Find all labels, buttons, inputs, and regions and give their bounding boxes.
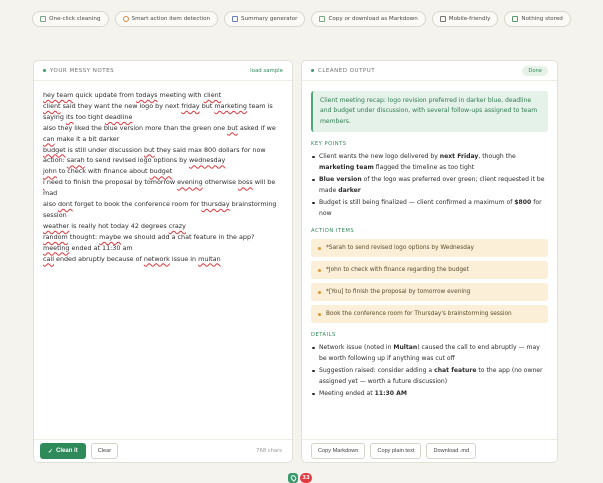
text-segment: forget to book the conference room for xyxy=(72,200,202,209)
text-segment: brainstorming xyxy=(229,200,277,209)
copy-plain-text-button[interactable]: Copy plain text xyxy=(370,443,421,459)
sparkle-icon xyxy=(40,16,46,22)
notes-textarea[interactable] xyxy=(34,81,292,265)
misspelled-word: john xyxy=(43,167,57,176)
text-segment: also they liked the blue version more than the green one xyxy=(43,123,228,132)
text-segment: action: xyxy=(43,156,67,165)
misspelled-word: meeting xyxy=(43,243,70,252)
feature-pill-label: Copy or download as Markdown xyxy=(328,16,418,22)
feature-pill-label: Smart action item detection xyxy=(131,16,211,22)
text-segment: ) caused the call to end abruptly — may be worth following up if anything was cut off xyxy=(319,344,540,363)
note-line xyxy=(43,199,284,210)
note-line xyxy=(43,177,284,188)
notes-panel xyxy=(33,60,310,481)
text-segment: said they want the new logo by next xyxy=(60,101,182,110)
notes-panel-title xyxy=(43,68,114,74)
action-item-text: *John to check with finance regarding the budget xyxy=(326,267,469,274)
feature-pill-label: Nothing stored xyxy=(521,16,563,22)
text-segment: session xyxy=(43,210,67,219)
bullet-dot-icon xyxy=(318,269,321,272)
text-segment: otherwise xyxy=(202,178,239,187)
note-line xyxy=(43,112,284,123)
text-segment: but xyxy=(199,101,215,110)
target-icon xyxy=(123,16,129,22)
bullet-dot-icon xyxy=(318,291,321,294)
text-segment: mad xyxy=(43,189,58,198)
note-line xyxy=(43,101,284,112)
misspelled-word: evening xyxy=(177,178,203,187)
bullet-dot-icon xyxy=(318,247,321,250)
misspelled-word: client xyxy=(203,91,222,99)
summary-box: Client meeting recap: logo revision preferred in darker blue, deadline and budget under discussion, with several follow-ups assigned to team members. xyxy=(311,91,548,132)
misspelled-word: dont xyxy=(57,200,73,209)
action-item-text: *[You] to finish the proposal by tomorrow evening xyxy=(326,289,471,296)
text-segment: ended abruptly because of xyxy=(53,254,144,263)
feature-pill xyxy=(432,11,499,27)
misspelled-word: budget xyxy=(43,145,66,154)
action-item xyxy=(311,239,548,257)
misspelled-word: but xyxy=(227,123,238,132)
text-segment: Budget is still being finalized — client confirmed a maximum of xyxy=(319,199,515,207)
text-segment: is really hot today 42 degrees xyxy=(69,221,169,230)
feature-pill xyxy=(115,11,219,27)
misspelled-word: call xyxy=(43,254,54,263)
check-icon xyxy=(319,16,325,22)
misspelled-word: crazy xyxy=(168,221,186,230)
detail-item xyxy=(311,342,548,364)
output-body xyxy=(302,81,557,399)
char-count: 768 chars xyxy=(256,448,282,454)
misspelled-word: hey team xyxy=(43,91,74,99)
text-segment: for now xyxy=(319,199,542,218)
misspelled-word: weather xyxy=(43,221,70,230)
text-segment: Suggestion raised: consider adding a xyxy=(319,367,435,375)
text-segment: need to finish the proposal by tomorrow xyxy=(44,178,178,187)
text-segment: we should add a chat feature in the app? xyxy=(121,232,255,241)
text-segment: they said max 800 dollars for now xyxy=(154,145,266,154)
action-item xyxy=(311,305,548,323)
detail-item xyxy=(311,388,548,399)
misspelled-word: its xyxy=(65,112,74,121)
action-items-list xyxy=(311,239,548,323)
text-segment: make it a bit darker xyxy=(54,134,120,143)
text-segment: Meeting ended at xyxy=(319,390,375,398)
action-item-text: *Sarah to send revised logo options by Wednesday xyxy=(326,245,474,252)
text-segment: also xyxy=(43,200,58,209)
misspelled-word: but xyxy=(143,145,155,154)
text-segment: of the logo was preferred over green; client requested it be made xyxy=(319,176,545,195)
status-dot-icon xyxy=(43,69,46,72)
text-segment: Network issue (noted in xyxy=(319,344,394,352)
clear-button[interactable]: Clear xyxy=(91,443,118,459)
text-segment: thought: xyxy=(67,232,100,241)
text-segment: saying xyxy=(43,112,66,121)
text-segment: to the app (no owner assigned yet — worth a future discussion) xyxy=(319,367,543,386)
key-point-item xyxy=(311,151,548,173)
text-segment: Blue version xyxy=(319,176,362,184)
text-segment: to check with finance about xyxy=(56,167,150,176)
notes-panel-header xyxy=(34,61,292,81)
grammar-extension-icon[interactable] xyxy=(288,473,298,483)
text-segment: too tight xyxy=(73,112,105,121)
feature-pill-label: Mobile-friendly xyxy=(448,16,491,22)
misspelled-word: multan xyxy=(198,254,221,263)
note-line xyxy=(43,243,284,254)
misspelled-word: deadline xyxy=(104,112,133,121)
action-item xyxy=(311,261,548,279)
misspelled-word: random xyxy=(43,232,68,241)
misspelled-word: wednesday xyxy=(189,156,226,165)
text-segment: chat feature xyxy=(434,367,477,375)
text-segment: next Friday xyxy=(439,153,479,161)
feature-pill-label: Summary generator xyxy=(241,16,298,22)
text-segment: flagged the timeline as too tight xyxy=(373,164,475,172)
load-sample-link[interactable]: load sample xyxy=(250,67,283,74)
feature-pill xyxy=(224,11,305,27)
key-points-heading: KEY POINTS xyxy=(311,141,347,148)
feature-pill-label: One-click cleaning xyxy=(49,16,101,22)
text-segment: to send revised logo options by xyxy=(84,156,190,165)
misspelled-word: sarah xyxy=(66,156,85,165)
feature-pill xyxy=(504,11,570,27)
copy-markdown-button[interactable]: Copy Markdown xyxy=(311,443,365,459)
phone-icon xyxy=(440,16,446,22)
clean-button-label: Clean it xyxy=(56,448,78,454)
output-panel-header xyxy=(302,61,557,81)
output-panel xyxy=(301,60,558,463)
status-dot-icon xyxy=(311,69,314,72)
action-items-heading: ACTION ITEMS xyxy=(311,228,355,235)
text-segment: marketing team xyxy=(319,164,374,172)
text-segment: , though the xyxy=(478,153,516,161)
download-md-button[interactable]: Download .md xyxy=(426,443,476,459)
text-segment: $800 xyxy=(514,199,532,207)
notes-title-text: YOUR MESSY NOTES xyxy=(50,67,115,74)
misspelled-word: thursday xyxy=(201,200,230,209)
note-line xyxy=(43,221,284,232)
text-segment: quick update from xyxy=(73,91,136,99)
text-segment: Client wants the new logo delivered by xyxy=(319,153,440,161)
misspelled-word: boss xyxy=(238,178,253,187)
misspelled-word: todays xyxy=(136,91,158,99)
text-segment: darker xyxy=(338,187,361,195)
note-line xyxy=(43,145,284,156)
note-line xyxy=(43,254,284,265)
clean-button[interactable] xyxy=(40,443,86,459)
note-line xyxy=(43,155,284,166)
text-segment: meeting with xyxy=(157,91,204,99)
note-line xyxy=(43,123,284,134)
note-line xyxy=(43,90,284,101)
list-icon xyxy=(232,16,238,22)
key-point-item xyxy=(311,174,548,196)
shield-icon xyxy=(512,16,518,22)
checkmark-icon: ✓ xyxy=(48,448,54,455)
action-item-text: Book the conference room for Thursday's brainstorming session xyxy=(326,311,512,318)
action-item xyxy=(311,283,548,301)
text-segment: team is xyxy=(246,101,273,110)
notes-panel-footer xyxy=(34,439,292,462)
text-segment: will be xyxy=(252,178,276,187)
bullet-dot-icon xyxy=(318,313,321,316)
misspelled-word: marketing xyxy=(214,101,247,110)
details-heading: DETAILS xyxy=(311,332,336,339)
misspelled-word: i xyxy=(43,178,45,187)
text-segment: ended at 11:30 am xyxy=(69,243,133,252)
feature-pill xyxy=(311,11,425,27)
note-line xyxy=(43,188,284,199)
key-point-item xyxy=(311,197,548,219)
note-line xyxy=(43,166,284,177)
text-segment: is still under discussion xyxy=(65,145,144,154)
note-line xyxy=(43,210,284,221)
text-segment: issue in xyxy=(169,254,199,263)
output-title-text: CLEANED OUTPUT xyxy=(318,67,376,74)
feature-pill xyxy=(32,11,108,27)
note-line xyxy=(43,134,284,145)
feature-pills xyxy=(0,11,603,27)
misspelled-word: budget xyxy=(149,167,173,176)
detail-item xyxy=(311,365,548,387)
output-panel-title xyxy=(311,68,375,74)
misspelled-word: maybe xyxy=(99,232,122,241)
misspelled-word: can xyxy=(43,134,55,143)
error-count-badge[interactable]: 33 xyxy=(300,473,312,483)
text-segment: 11:30 AM xyxy=(374,390,407,398)
output-panel-footer xyxy=(302,439,557,462)
key-points-list xyxy=(311,151,548,219)
misspelled-word: network xyxy=(143,254,170,263)
details-list xyxy=(311,342,548,399)
text-segment: Multan xyxy=(393,344,418,352)
note-line xyxy=(43,232,284,243)
misspelled-word: friday xyxy=(181,101,200,110)
status-badge: Done xyxy=(522,66,548,76)
misspelled-word: client xyxy=(43,101,61,110)
text-segment: asked if we xyxy=(237,123,276,132)
